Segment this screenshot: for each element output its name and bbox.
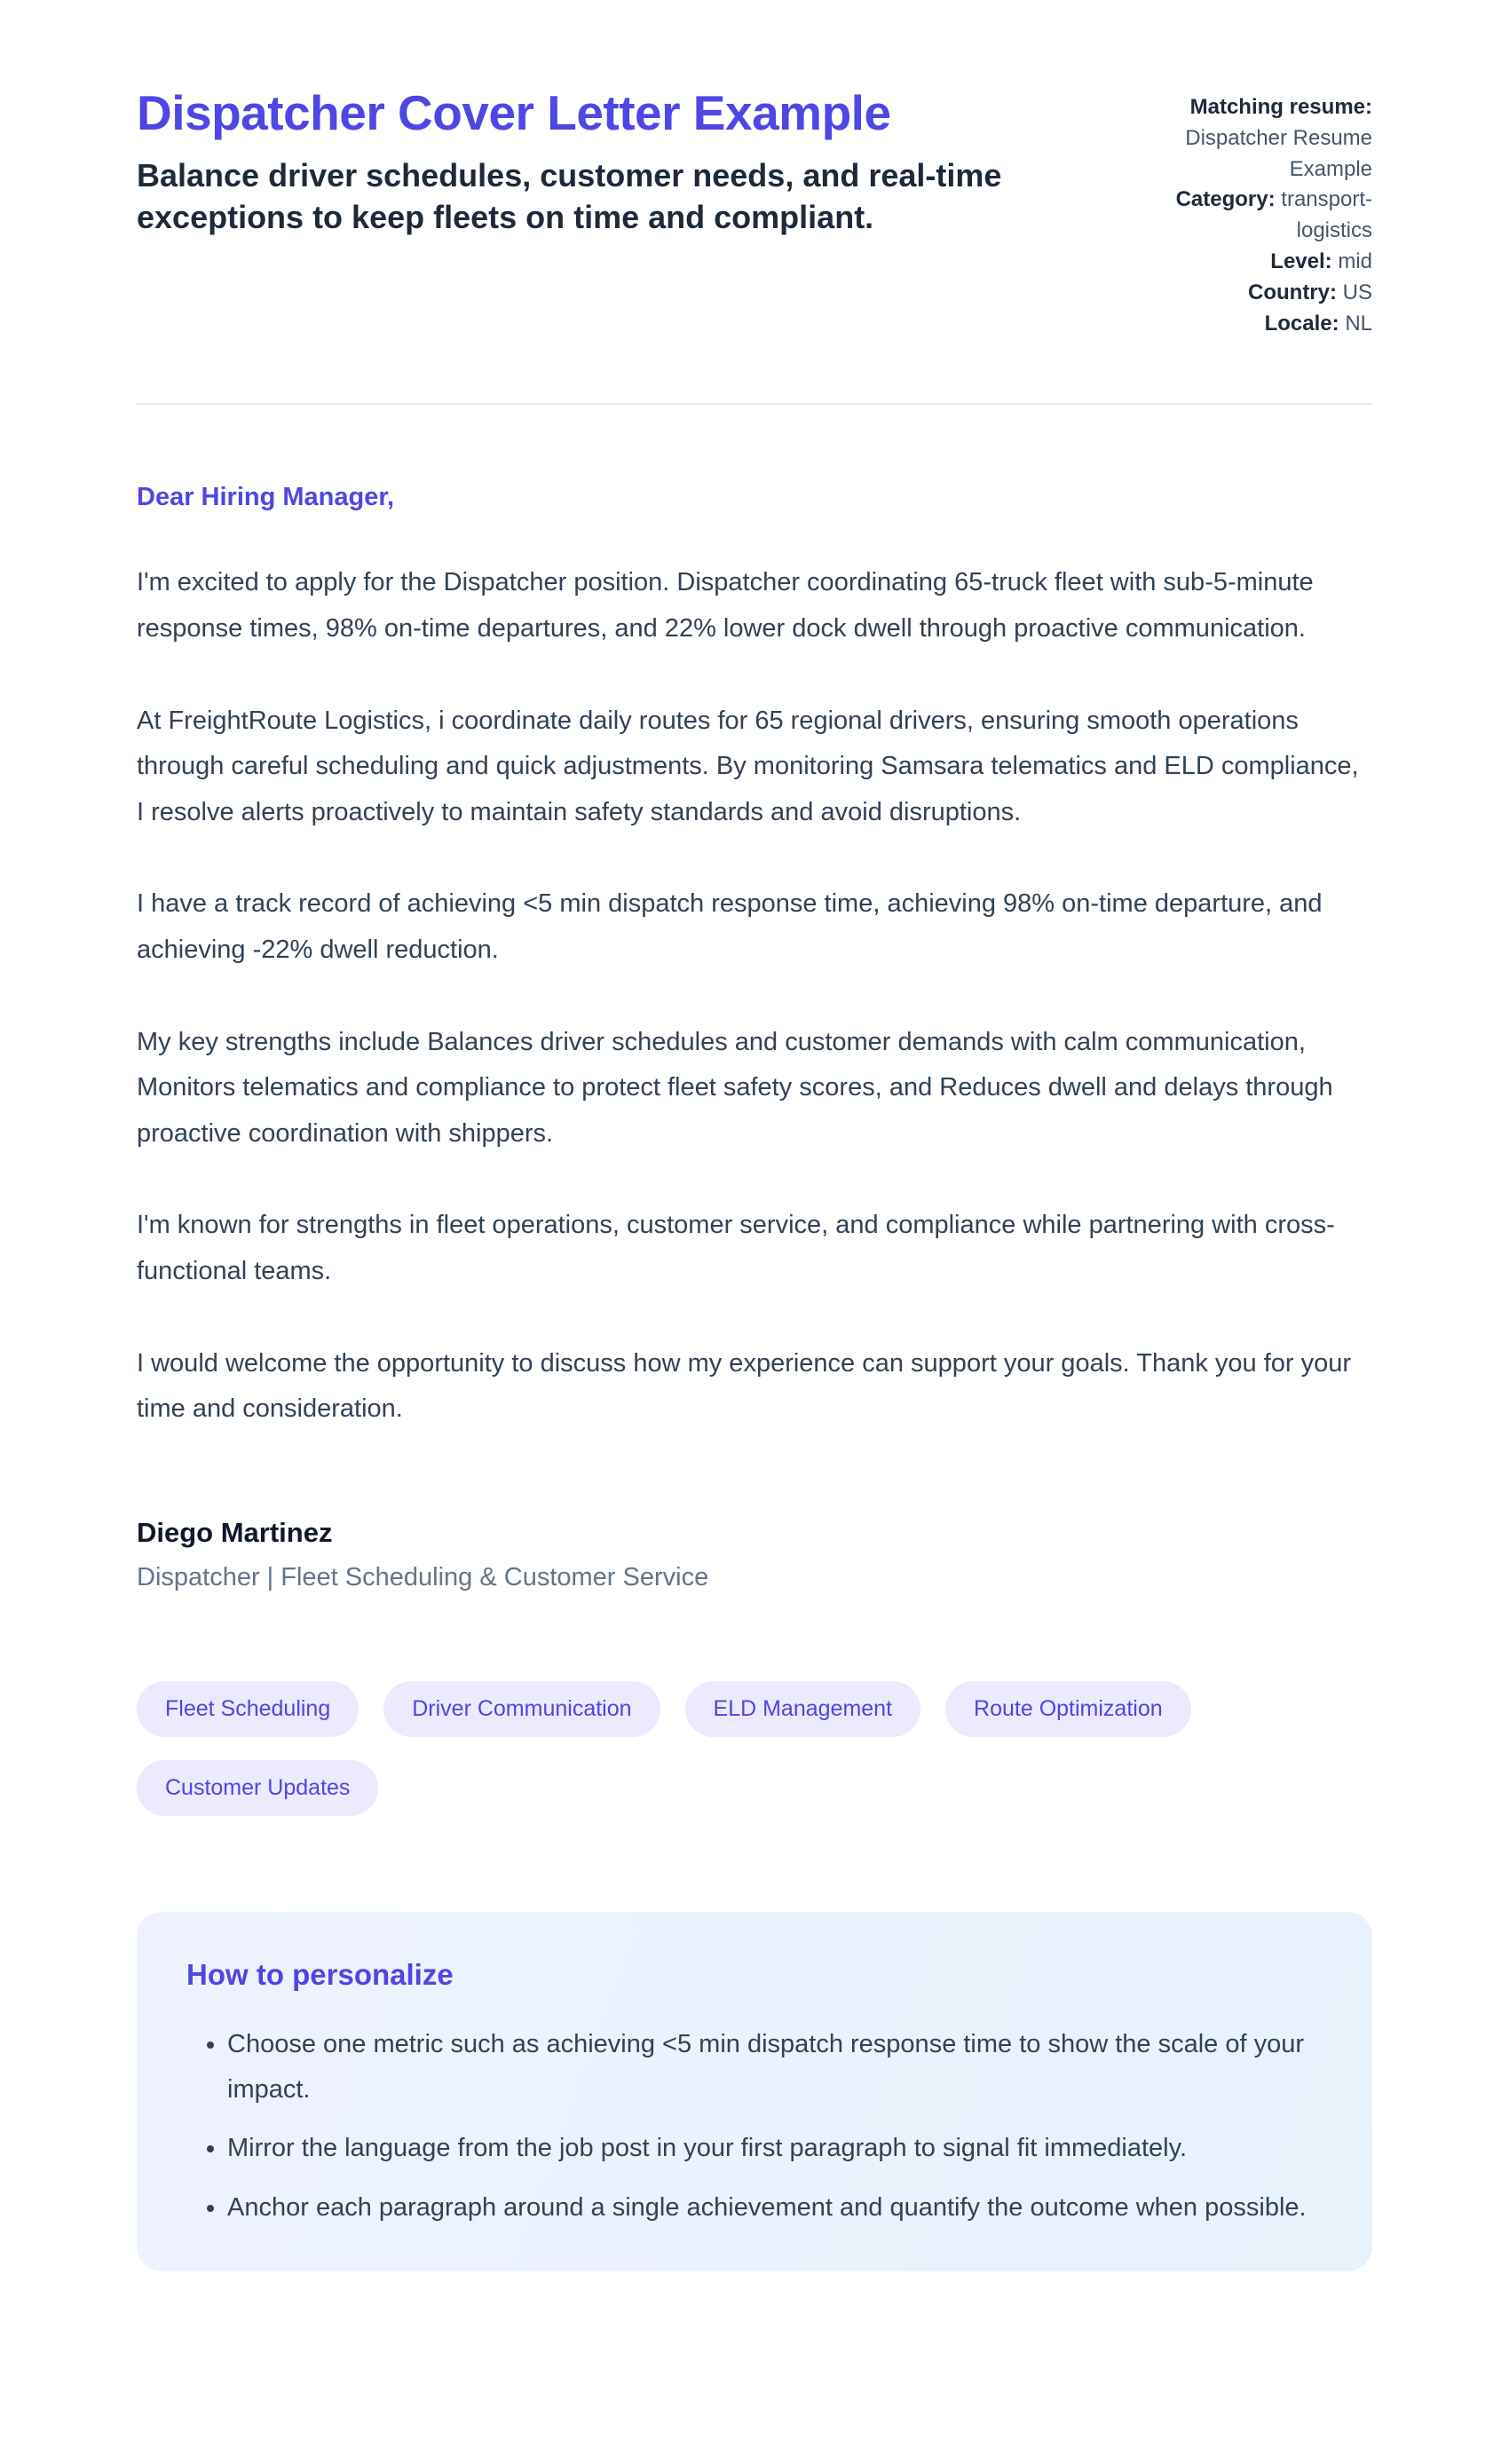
signature-name: Diego Martinez [137,1516,333,1548]
salutation: Dear Hiring Manager, [137,483,395,512]
signature-block [137,1517,1372,1592]
meta-label: Level: [1270,249,1332,273]
signature-title: Dispatcher | Fleet Scheduling & Customer Service [137,1562,709,1591]
content-container [137,0,1372,2396]
header-left [137,85,1069,239]
header [137,85,1372,339]
personalize-callout-box [137,1912,1372,2271]
meta-value: transport-logistics [1281,187,1372,243]
meta-row-category [1124,185,1372,247]
meta-row-country [1124,278,1372,309]
meta-value: US [1342,280,1372,304]
letter-paragraph: I would welcome the opportunity to discuss how my experience can support your goals. Thank you for your time and consideration. [137,1348,1352,1424]
letter-paragraph: I'm known for strengths in fleet operations, customer service, and compliance while partnering with cross-functional teams. [137,1211,1335,1286]
meta-value: NL [1345,311,1372,336]
meta-label: Locale: [1264,311,1339,336]
meta-panel [1124,85,1372,339]
letter-paragraph: My key strengths include Balances driver schedules and customer demands with calm communication, Monitors telematics and compliance to protect fleet safety scores, and Reduces dwell and delays through proactive coordination with shippers. [137,1027,1333,1148]
page-subtitle: Balance driver schedules, customer needs, and real-time exceptions to keep fleets on time and compliant. [137,157,1002,236]
meta-value: mid [1338,249,1372,273]
meta-row-matching-resume [1124,92,1372,185]
letter-paragraph: I'm excited to apply for the Dispatcher position. Dispatcher coordinating 65-truck fleet with sub-5-minute response times, 98% on-time departures, and 22% lower dock dwell through proactive communication. [137,568,1314,643]
meta-value: Dispatcher Resume Example [1185,125,1372,181]
personalize-tip-list [186,2022,1323,2231]
header-divider [137,403,1372,405]
cover-letter-body [137,483,1372,1592]
meta-label: Category: [1175,187,1276,212]
skill-tag: Customer Updates [137,1760,378,1816]
page-title: Dispatcher Cover Letter Example [137,85,891,140]
personalize-tip: • Choose one metric such as achieving <5 min dispatch response time to show the scale of your impact. [227,2022,1323,2113]
skill-tag-list [137,1681,1372,1816]
skill-tag: ELD Management [685,1681,921,1737]
meta-row-locale [1124,309,1372,340]
personalize-tip: • Mirror the language from the job post in your first paragraph to signal fit immediately. [227,2126,1323,2171]
letter-paragraph: I have a track record of achieving <5 min dispatch response time, achieving 98% on-time departure, and achieving -22% dwell reduction. [137,889,1323,965]
personalize-tip: • Anchor each paragraph around a single achievement and quantify the outcome when possible. [227,2185,1323,2231]
meta-label: Country: [1248,280,1337,304]
skill-tag: Route Optimization [945,1681,1191,1737]
skill-tag: Driver Communication [383,1681,660,1737]
letter-paragraph: At FreightRoute Logistics, i coordinate daily routes for 65 regional drivers, ensuring smooth operations through careful scheduling and quick adjustments. By monitoring Samsara telematics and ELD compliance, I resolve alerts proactively to maintain safety standards and avoid disruptions. [137,706,1359,826]
skill-tag: Fleet Scheduling [137,1681,359,1737]
personalize-heading: How to personalize [186,1957,454,1991]
meta-row-level [1124,247,1372,278]
meta-label: Matching resume: [1189,95,1372,119]
